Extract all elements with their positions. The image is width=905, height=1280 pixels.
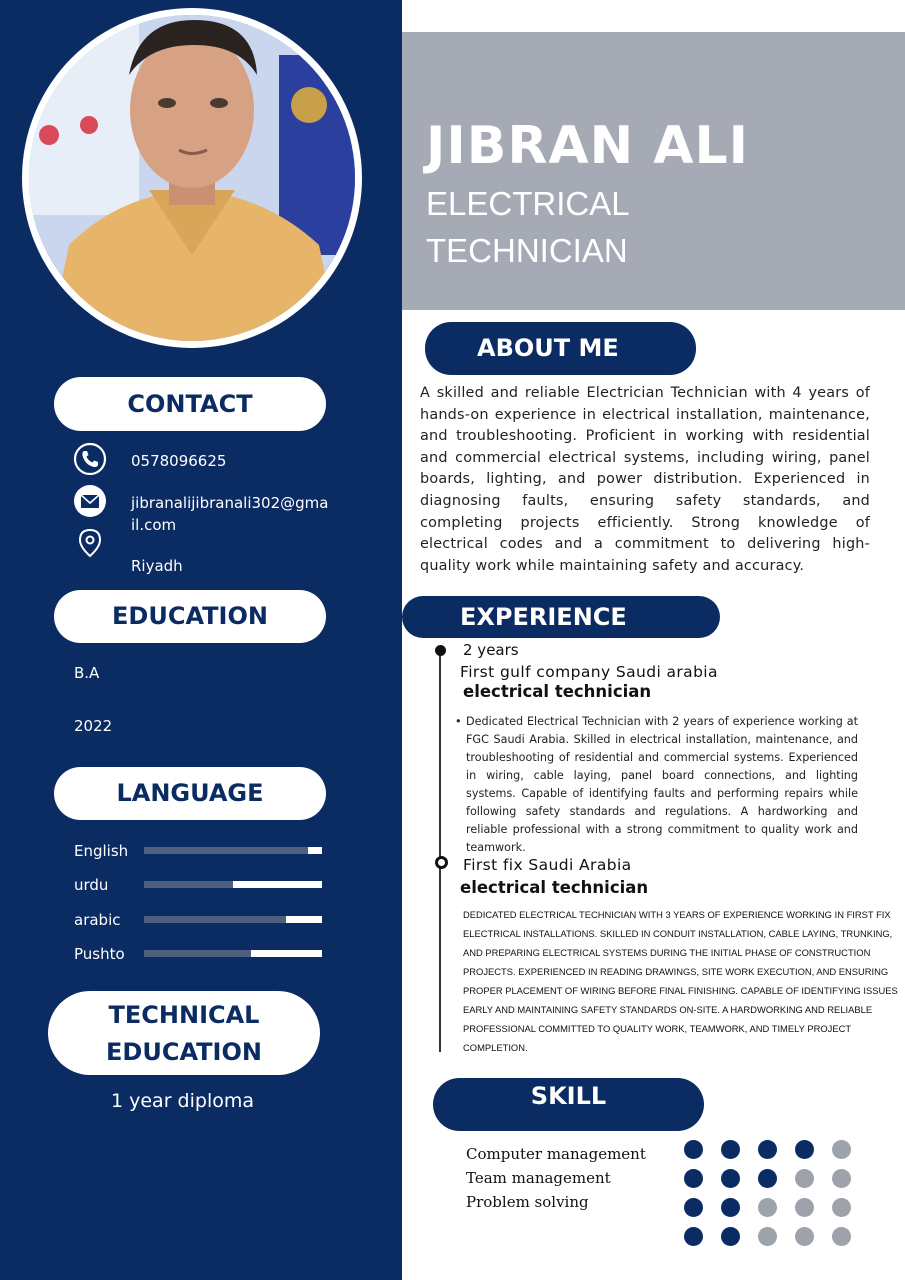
skill-item: Problem solving	[466, 1193, 589, 1211]
education-heading	[54, 590, 326, 643]
phone-icon	[73, 442, 107, 476]
skill-dot	[684, 1227, 703, 1246]
email-icon	[73, 484, 107, 518]
language-label: urdu	[74, 876, 109, 894]
profile-photo	[22, 8, 362, 348]
contact-heading	[54, 377, 326, 431]
job2-description: DEDICATED ELECTRICAL TECHNICIAN WITH 3 YEARS OF EXPERIENCE WORKING IN FIRST FIX ELECTRICAL INSTALLATIONS. SKILLED IN CONDUIT INSTALLATION, CABLE LAYING, TRUNKING, AND PREPARING ELECTRICAL SYSTEMS DURING THE INITIAL PHASE OF CONSTRUCTION PROJECTS. EXPERIENCED IN READING DRAWINGS, SITE WORK EXECUTION, AND ENSURING PROPER PLACEMENT OF WIRING BEFORE FINAL FINISHING. CAPABLE OF IDENTIFYING ISSUES EARLY AND MAINTAINING SAFETY STANDARDS ON-SITE. A HARDWORKING AND RELIABLE PROFESSIONAL COMMITTED TO QUALITY WORK, TEAMWORK, AND TIMELY PROJECT COMPLETION.	[463, 909, 898, 1053]
job-title-line2: TECHNICIAN	[426, 232, 628, 269]
contact-heading-label: CONTACT	[127, 390, 253, 418]
technical-education-heading	[48, 991, 320, 1075]
language-heading	[54, 767, 326, 820]
skill-dot	[758, 1169, 777, 1188]
skill-dot	[684, 1198, 703, 1217]
job-title-line1: ELECTRICAL	[426, 185, 630, 222]
language-label: English	[74, 842, 129, 860]
technical-education-heading-line2: EDUCATION	[106, 1038, 262, 1066]
skill-heading-label: SKILL	[530, 1082, 607, 1110]
job-title	[426, 180, 726, 274]
skill-item: Computer management	[466, 1145, 646, 1163]
education-degree: B.A	[74, 664, 100, 682]
skill-dot	[684, 1140, 703, 1159]
contact-email	[131, 492, 328, 536]
contact-location: Riyadh	[131, 557, 183, 575]
contact-email-line1: jibranalijibranali302@gma	[131, 494, 329, 512]
skill-dot	[721, 1169, 740, 1188]
skill-dot	[832, 1227, 851, 1246]
job2-role: electrical technician	[460, 878, 649, 897]
language-label: Pushto	[74, 945, 125, 963]
language-level-fill	[144, 847, 308, 854]
about-heading	[425, 322, 696, 375]
skill-dot	[832, 1198, 851, 1217]
job1-description: • Dedicated Electrical Technician with 2 years of experience working at FGC Saudi Arabia. Skilled in electrical installation, maintenance, and troubleshooting of residential and commercial systems. Experienced in wiring, cable laying, panel board connections, and lighting systems. Capable of identifying faults and performing repairs while following safety standards and regulations. A hardworking and reliable professional with a strong commitment to quality work and teamwork.	[466, 713, 858, 857]
education-heading-label: EDUCATION	[112, 602, 268, 630]
skill-dot	[684, 1169, 703, 1188]
location-pin-icon	[77, 528, 103, 558]
contact-phone: 0578096625	[131, 452, 227, 470]
skill-dot	[721, 1198, 740, 1217]
language-level-fill	[144, 950, 251, 957]
contact-email-line2: il.com	[131, 516, 177, 534]
education-year: 2022	[74, 717, 113, 735]
skill-dot	[758, 1140, 777, 1159]
skill-dot	[758, 1227, 777, 1246]
job1-duration: 2 years	[463, 641, 519, 659]
language-level-bar	[144, 881, 322, 888]
skill-dot	[832, 1169, 851, 1188]
language-level-fill	[144, 916, 286, 923]
profile-photo-image	[29, 15, 355, 341]
skill-dot	[795, 1140, 814, 1159]
skill-dot	[758, 1198, 777, 1217]
language-level-bar	[144, 847, 322, 854]
job2-company: First fix Saudi Arabia	[463, 856, 632, 874]
job1-company: First gulf company Saudi arabia	[460, 663, 718, 681]
skill-item: Team management	[466, 1169, 611, 1187]
about-heading-label: ABOUT ME	[477, 334, 619, 362]
skill-dot	[795, 1198, 814, 1217]
technical-education-value: 1 year diploma	[111, 1090, 255, 1112]
skill-heading	[433, 1078, 704, 1131]
skill-dot	[832, 1140, 851, 1159]
timeline-dot	[435, 856, 448, 869]
skill-dot	[795, 1227, 814, 1246]
timeline-dot	[435, 645, 446, 656]
language-level-bar	[144, 950, 322, 957]
job1-role: electrical technician	[463, 682, 652, 701]
experience-heading	[402, 596, 720, 638]
technical-education-heading-line1: TECHNICAL	[108, 1001, 260, 1029]
language-level-bar	[144, 916, 322, 923]
about-text: A skilled and reliable Electrician Technician with 4 years of hands-on experience in electrical installation, maintenance, and troubleshooting. Proficient in working with residential and commercial electrical systems, including wiring, panel boards, lighting, and power distribution. Experienced in diagnosing faults, ensuring safety standards, and completing projects efficiently. Strong knowledge of electrical codes and a commitment to delivering high-quality work while maintaining safety and accuracy.	[420, 385, 870, 574]
timeline-line	[439, 650, 441, 1052]
skill-dot	[721, 1227, 740, 1246]
skill-dot	[721, 1140, 740, 1159]
name-heading: JIBRAN ALI	[426, 116, 749, 176]
experience-heading-label: EXPERIENCE	[460, 603, 627, 631]
portrait-illustration	[29, 15, 355, 341]
language-label: arabic	[74, 911, 121, 929]
language-level-fill	[144, 881, 233, 888]
skill-dot	[795, 1169, 814, 1188]
language-heading-label: LANGUAGE	[116, 779, 264, 807]
